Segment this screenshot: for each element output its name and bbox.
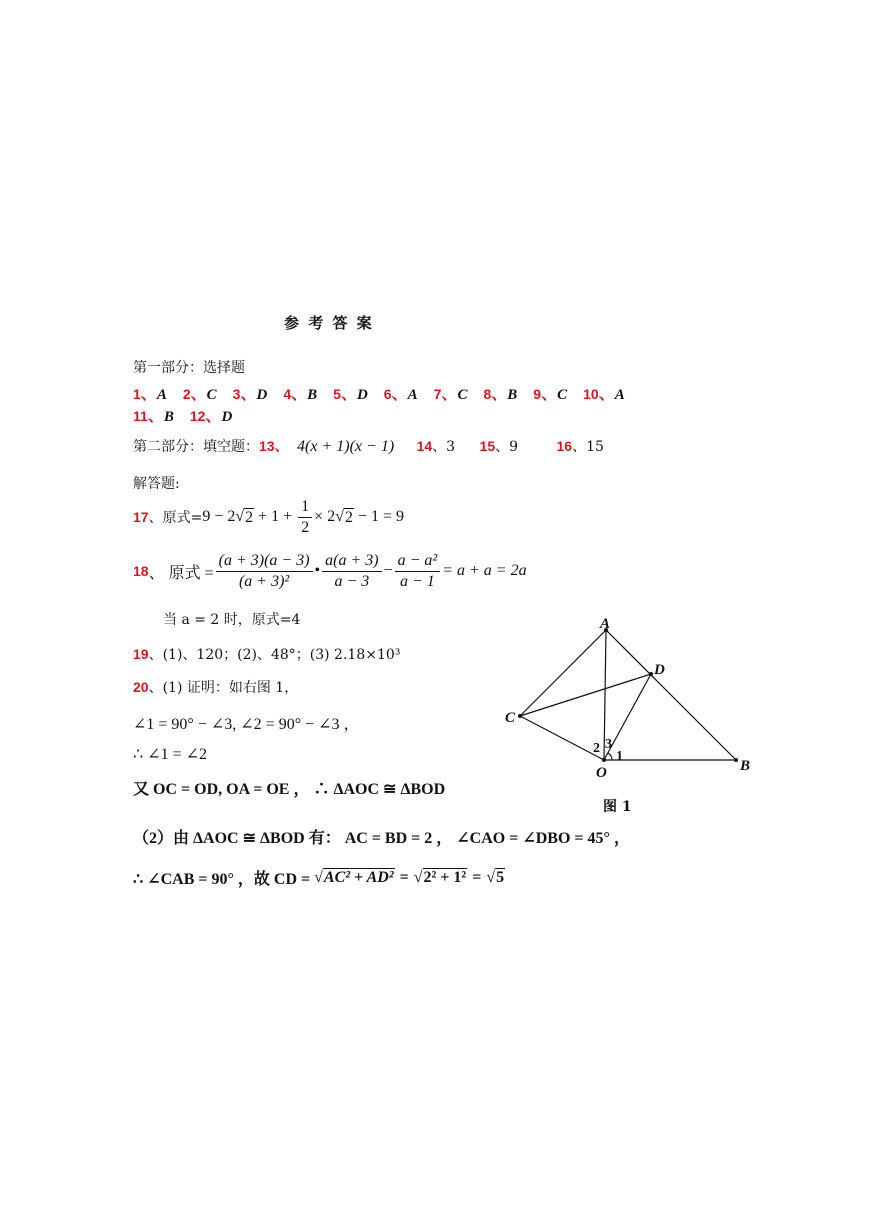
point-o xyxy=(602,758,606,762)
q17-line: 17 、原式= 9 − 2 √ 2 + 1 + $\frac{1}{2}$ × 2 √ 2 − 1 = 9 xyxy=(133,497,405,536)
choice-answer: A xyxy=(156,387,167,403)
choice-item: 4、B xyxy=(283,384,318,403)
q18-frac-2-den: a − 3 xyxy=(334,572,370,590)
segment-ab xyxy=(606,630,736,760)
label-angle-1: 1 xyxy=(616,749,623,764)
point-d xyxy=(649,672,653,676)
part3-heading: 解答题: xyxy=(133,476,180,492)
part1-heading: 第一部分：选择题 xyxy=(133,360,245,376)
choice-answer: C xyxy=(457,387,468,403)
q13-number: 13 xyxy=(259,438,275,454)
q17-half-den: 2 xyxy=(301,518,310,536)
geometry-figure xyxy=(500,612,760,812)
choice-answer: D xyxy=(356,387,368,403)
figure-caption: 图 1 xyxy=(603,799,632,815)
q18-frac-3-num: a − a² xyxy=(395,551,441,572)
choice-answer: C xyxy=(206,387,217,403)
label-d: D xyxy=(654,662,665,678)
choice-item: 9、C xyxy=(533,384,568,403)
fill-in-row: 第二部分：填空题：13、 4(x + 1)(x − 1) 14、3 15、9 16、15 xyxy=(133,438,604,455)
q20-eq-1: = xyxy=(399,868,409,886)
choice-row-2 xyxy=(133,403,248,426)
q20-intro: 、(1) 证明：如右图 1， xyxy=(148,680,299,696)
choice-number: 6 xyxy=(383,386,392,402)
q16-number: 16 xyxy=(556,438,573,454)
choice-item: 3、D xyxy=(232,384,268,403)
q14-number: 14 xyxy=(416,438,433,454)
label-angle-3: 3 xyxy=(605,737,612,752)
choice-answer: B xyxy=(507,387,518,403)
q20-radical-2: 2² + 1² xyxy=(423,869,467,887)
choice-number: 8 xyxy=(483,386,492,402)
q18-frac-1-den: (a + 3)² xyxy=(238,572,290,590)
q18-frac-3 xyxy=(395,551,441,592)
q18-minus: − xyxy=(383,562,393,579)
q17-sqrt-1: 2 xyxy=(245,508,254,526)
choice-answer: B xyxy=(163,409,174,425)
q17-expr-c: + 1 + xyxy=(254,508,297,525)
choice-number: 9 xyxy=(533,386,542,402)
q13-answer: 4(x + 1)(x − 1) xyxy=(297,438,395,455)
label-c: C xyxy=(505,710,516,726)
q17-half-num: 1 xyxy=(298,497,312,518)
choice-number: 2 xyxy=(182,386,191,402)
q18-frac-2 xyxy=(322,551,381,592)
q19-number: 19 xyxy=(133,646,149,662)
choice-number: 10 xyxy=(583,386,599,402)
q14-answer: 、3 xyxy=(432,439,456,455)
q18-frac-2-num: a(a + 3) xyxy=(322,551,381,572)
angle-arc xyxy=(608,753,612,760)
choice-item: 10、A xyxy=(583,384,625,403)
choice-answer: A xyxy=(407,387,418,403)
choice-answer: B xyxy=(307,387,318,403)
q15-answer: 、9 xyxy=(495,439,519,455)
q20-line-2: ∠1 = 90° − ∠3, ∠2 = 90° − ∠3 ， xyxy=(133,716,360,733)
choice-item: 7、C xyxy=(433,384,468,403)
choice-number: 3 xyxy=(232,386,241,402)
q18-substitution: 当 a = 2 时，原式=4 xyxy=(163,612,301,628)
q18-frac-1-num: (a + 3)(a − 3) xyxy=(216,551,313,572)
q20-line-6: ∴ ∠CAB = 90° ，故 CD = √ AC² + AD² = √ 2² + 1² = √ 5 xyxy=(133,866,505,889)
label-angle-2: 2 xyxy=(593,741,600,756)
q17-expr-f: − 1 = 9 xyxy=(353,508,405,525)
choice-answer: C xyxy=(557,387,568,403)
q17-number: 17 xyxy=(133,509,149,525)
q17-lead: 、原式= xyxy=(148,510,203,526)
choice-number: 4 xyxy=(283,386,292,402)
page-title: 参 考 答 案 xyxy=(284,314,374,332)
point-c xyxy=(518,714,522,718)
q18-frac-1 xyxy=(216,551,313,592)
choice-item: 8、B xyxy=(483,384,518,403)
q18-line xyxy=(133,546,527,596)
choice-item: 5、D xyxy=(333,384,368,403)
q17-expr-a: 9 − 2 xyxy=(202,508,236,525)
label-a: A xyxy=(600,616,611,632)
label-o: O xyxy=(596,765,607,781)
q20-radical-1: AC² + AD² xyxy=(323,869,394,887)
q17-sqrt-2: 2 xyxy=(344,508,353,526)
choice-item: 12、D xyxy=(189,406,233,425)
q20-line-4: 又 OC = OD, OA = OE ， ∴ ΔAOC ≅ ΔBOD xyxy=(133,781,446,798)
q19-line xyxy=(133,644,400,664)
choice-answer: A xyxy=(614,387,625,403)
q15-number: 15 xyxy=(479,438,496,454)
q20-number: 20 xyxy=(133,679,149,695)
q17-half xyxy=(298,497,312,538)
choice-row-1 xyxy=(133,381,641,404)
choice-answer: D xyxy=(221,409,233,425)
choice-item: 6、A xyxy=(383,384,418,403)
q18-lead: 、 原式 = xyxy=(148,564,214,582)
q18-number: 18 xyxy=(133,563,149,579)
q20-line-3: ∴ ∠1 = ∠2 xyxy=(133,746,208,763)
choice-number: 12 xyxy=(189,408,206,424)
choice-item: 1、A xyxy=(133,384,167,403)
choice-answer: D xyxy=(256,387,268,403)
q19-text: 、(1)、120；(2)、48°；(3) 2.18×10³ xyxy=(148,647,401,663)
segment-ac xyxy=(520,630,606,716)
q18-dot: • xyxy=(314,562,321,579)
q18-result: = a + a = 2a xyxy=(442,562,527,579)
label-b: B xyxy=(740,758,751,774)
q20-radical-3: 5 xyxy=(496,869,505,887)
choice-number: 5 xyxy=(333,386,341,402)
q20-line-5: （2）由 ΔAOC ≅ ΔBOD 有： AC = BD = 2 ， ∠CAO = ∠DBO = 45° ， xyxy=(133,830,630,847)
q16-answer: 、15 xyxy=(572,439,604,455)
segment-co xyxy=(520,716,604,760)
choice-number: 11 xyxy=(133,408,148,424)
choice-item: 11、B xyxy=(133,406,174,425)
choice-number: 1 xyxy=(133,386,141,402)
part2-heading: 第二部分：填空题： xyxy=(133,439,259,455)
q20-cd-lead: ∴ ∠CAB = 90° ，故 CD = xyxy=(133,871,311,888)
point-b xyxy=(734,758,738,762)
q17-expr-d: × 2 xyxy=(314,508,336,525)
choice-number: 7 xyxy=(433,386,442,402)
q20-eq-2: = xyxy=(472,868,482,886)
choice-item: 2、C xyxy=(182,384,217,403)
q18-frac-3-den: a − 1 xyxy=(400,572,435,590)
q20-line-1 xyxy=(133,677,298,697)
